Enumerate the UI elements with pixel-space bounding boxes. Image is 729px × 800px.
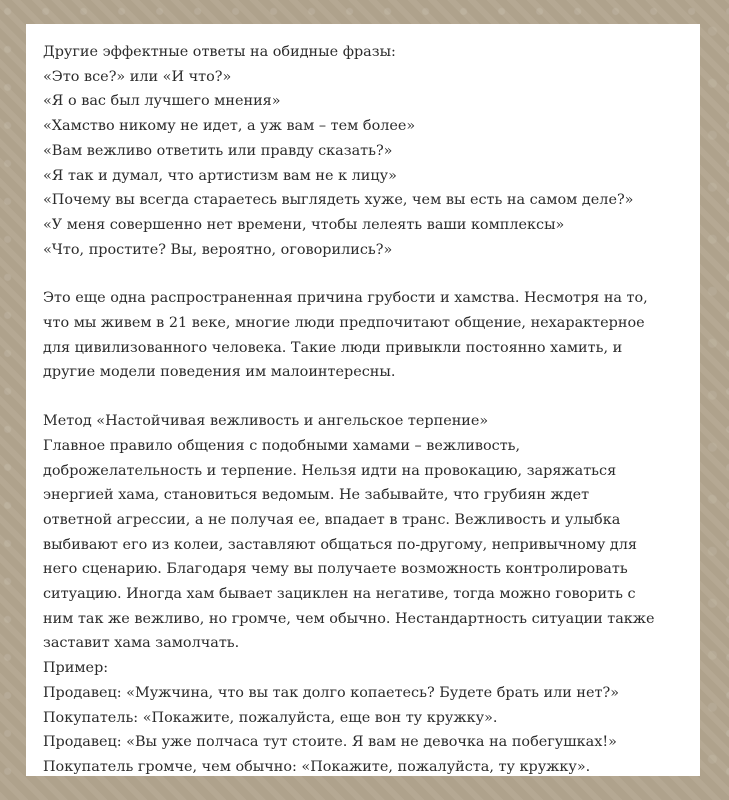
phrase-item: «Я о вас был лучшего мнения» (43, 93, 281, 110)
paragraph-gap (43, 262, 684, 286)
reason-line: другие модели поведения им малоинтересны. (43, 364, 396, 381)
phrases-heading: Другие эффектные ответы на обидные фразы: (43, 44, 396, 60)
method-line: ним так же вежливо, но громче, чем обычно. Нестандартность ситуации также (43, 610, 655, 627)
example-label: Пример: (43, 660, 109, 677)
method-line: выбивают его из колеи, заставляют общаться по-другому, непривычному для (43, 536, 637, 553)
phrase-item: «Это все?» или «И что?» (43, 68, 232, 85)
phrase-item: «Я так и думал, что артистизм вам не к лицу» (43, 167, 397, 184)
method-line: энергией хама, становиться ведомым. Не забывайте, что грубиян ждет (43, 487, 590, 504)
method-line: него сценарию. Благодаря чему вы получаете возможность контролировать (43, 561, 628, 578)
method-line: Главное правило общения с подобными хамами – вежливость, (43, 437, 521, 454)
method-line: доброжелательность и терпение. Нельзя идти на провокацию, заряжаться (43, 462, 617, 479)
dialogue-line: Продавец: «Вы уже полчаса тут стоите. Я вам не девочка на побегушках!» (43, 734, 617, 751)
method-line: ситуацию. Иногда хам бывает зациклен на негативе, тогда можно говорить с (43, 586, 636, 603)
reason-line: что мы живем в 21 веке, многие люди предпочитают общение, нехарактерное (43, 315, 645, 332)
method-line: ответной агрессии, а не получая ее, впадает в транс. Вежливость и улыбка (43, 511, 621, 528)
reason-line: Это еще одна распространенная причина грубости и хамства. Несмотря на то, (43, 290, 648, 307)
dialogue-line: Покупатель: «Покажите, пожалуйста, еще вон ту кружку». (43, 709, 498, 726)
method-line: заставит хама замолчать. (43, 635, 240, 652)
phrase-item: «Почему вы всегда стараетесь выглядеть хуже, чем вы есть на самом деле?» (43, 192, 634, 209)
dialogue-line: Покупатель громче, чем обычно: «Покажите, пожалуйста, ту кружку». (43, 758, 591, 775)
phrase-item: «Вам вежливо ответить или правду сказать?» (43, 142, 393, 159)
method-title: Метод «Настойчивая вежливость и ангельское терпение» (43, 413, 489, 430)
paragraph-gap (43, 385, 684, 409)
text-card (26, 24, 700, 776)
dialogue-line: Продавец: «Мужчина, что вы так долго копаетесь? Будете брать или нет?» (43, 684, 620, 701)
phrase-item: «Что, простите? Вы, вероятно, оговорились?» (43, 241, 393, 258)
reason-line: для цивилизованного человека. Такие люди привыкли постоянно хамить, и (43, 339, 623, 356)
phrase-item: «Хамство никому не идет, а уж вам – тем более» (43, 118, 416, 135)
phrase-item: «У меня совершенно нет времени, чтобы лелеять ваши комплексы» (43, 216, 565, 233)
